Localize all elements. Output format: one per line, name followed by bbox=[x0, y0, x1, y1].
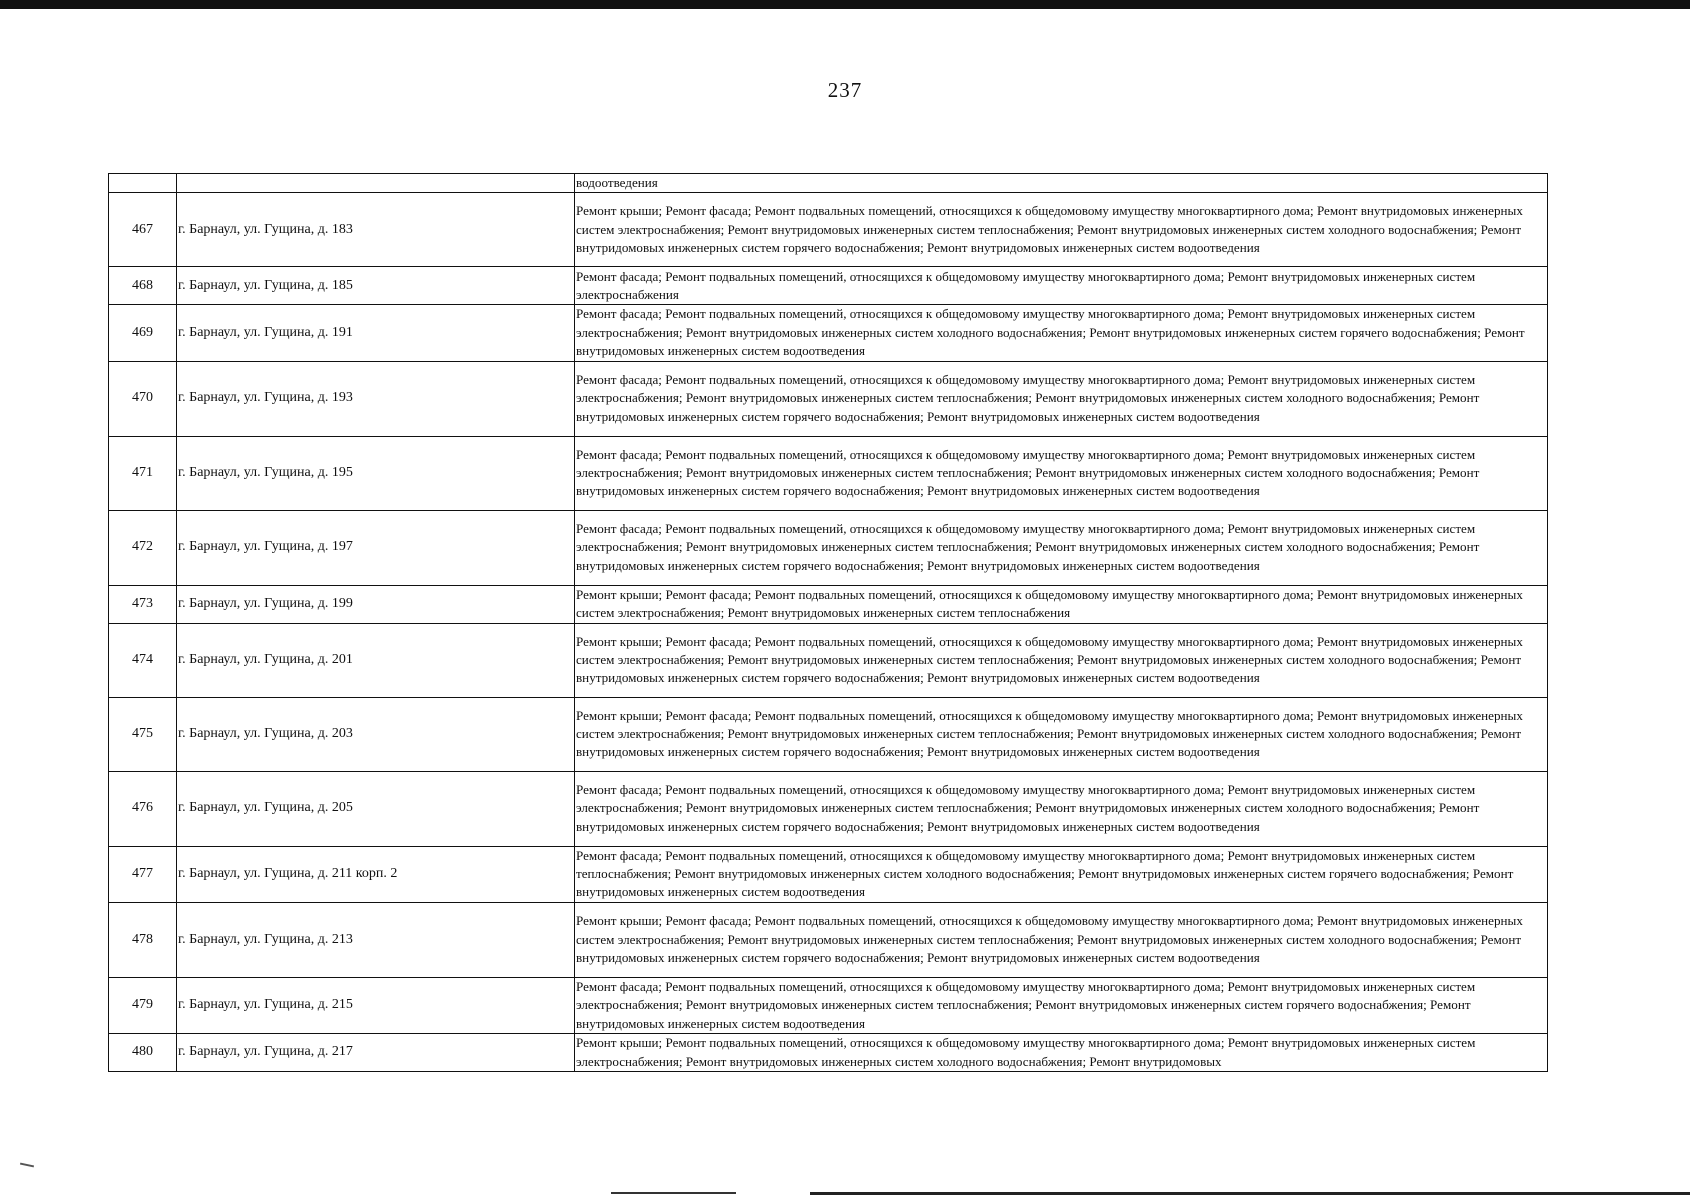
page-number: 237 bbox=[827, 78, 863, 102]
table-row bbox=[109, 902, 1548, 977]
row-number: 469 bbox=[109, 305, 177, 361]
address-cell bbox=[177, 174, 575, 193]
table-row bbox=[109, 846, 1548, 902]
row-number: 477 bbox=[109, 846, 177, 902]
table-row bbox=[109, 1034, 1548, 1072]
bottom-scan-line bbox=[810, 1192, 1690, 1195]
address: г. Барнаул, ул. Гущина, д. 195 bbox=[177, 436, 575, 510]
table-row bbox=[109, 977, 1548, 1033]
bottom-scan-line bbox=[611, 1192, 736, 1194]
address: г. Барнаул, ул. Гущина, д. 191 bbox=[177, 305, 575, 361]
row-number: 479 bbox=[109, 977, 177, 1033]
row-number-cell bbox=[109, 174, 177, 193]
row-number: 480 bbox=[109, 1034, 177, 1072]
table-row bbox=[109, 436, 1548, 510]
row-number: 470 bbox=[109, 361, 177, 436]
works-description: Ремонт крыши; Ремонт фасада; Ремонт подвальных помещений, относящихся к общедомовому имуществу многоквартирного дома; Ремонт внутридомовых инженерных систем электроснабжения; Ремонт внутридомовых инженерных систем теплоснабжения bbox=[575, 585, 1548, 623]
top-border-rule bbox=[0, 0, 1690, 9]
works-description: Ремонт фасада; Ремонт подвальных помещений, относящихся к общедомовому имуществу многоквартирного дома; Ремонт внутридомовых инженерных систем электроснабжения; Ремонт внутридомовых инженерных систем теплоснабжения; Ремонт внутридомовых инженерных систем холодного водоснабжения; Ремонт внутридомовых инженерных систем горячего водоснабжения; Ремонт внутридомовых инженерных систем водоотведения bbox=[575, 361, 1548, 436]
works-description: Ремонт фасада; Ремонт подвальных помещений, относящихся к общедомовому имуществу многоквартирного дома; Ремонт внутридомовых инженерных систем электроснабжения; Ремонт внутридомовых инженерных систем теплоснабжения; Ремонт внутридомовых инженерных систем холодного водоснабжения; Ремонт внутридомовых инженерных систем горячего водоснабжения; Ремонт внутридомовых инженерных систем водоотведения bbox=[575, 510, 1548, 585]
address: г. Барнаул, ул. Гущина, д. 205 bbox=[177, 771, 575, 846]
address: г. Барнаул, ул. Гущина, д. 197 bbox=[177, 510, 575, 585]
address: г. Барнаул, ул. Гущина, д. 211 корп. 2 bbox=[177, 846, 575, 902]
address: г. Барнаул, ул. Гущина, д. 193 bbox=[177, 361, 575, 436]
address: г. Барнаул, ул. Гущина, д. 185 bbox=[177, 267, 575, 305]
table-row bbox=[109, 510, 1548, 585]
works-description: Ремонт крыши; Ремонт фасада; Ремонт подвальных помещений, относящихся к общедомовому имуществу многоквартирного дома; Ремонт внутридомовых инженерных систем электроснабжения; Ремонт внутридомовых инженерных систем теплоснабжения; Ремонт внутридомовых инженерных систем холодного водоснабжения; Ремонт внутридомовых инженерных систем горячего водоснабжения; Ремонт внутридомовых инженерных систем водоотведения bbox=[575, 193, 1548, 267]
table-row-continuation bbox=[109, 174, 1548, 193]
works-cell bbox=[575, 174, 1548, 193]
table-row bbox=[109, 267, 1548, 305]
row-number: 476 bbox=[109, 771, 177, 846]
address: г. Барнаул, ул. Гущина, д. 199 bbox=[177, 585, 575, 623]
address: г. Барнаул, ул. Гущина, д. 203 bbox=[177, 697, 575, 771]
works-description: Ремонт фасада; Ремонт подвальных помещений, относящихся к общедомовому имуществу многоквартирного дома; Ремонт внутридомовых инженерных систем электроснабжения; Ремонт внутридомовых инженерных систем холодного водоснабжения; Ремонт внутридомовых инженерных систем горячего водоснабжения; Ремонт внутридомовых инженерных систем водоотведения bbox=[575, 305, 1548, 361]
works-description: Ремонт крыши; Ремонт фасада; Ремонт подвальных помещений, относящихся к общедомовому имуществу многоквартирного дома; Ремонт внутридомовых инженерных систем электроснабжения; Ремонт внутридомовых инженерных систем теплоснабжения; Ремонт внутридомовых инженерных систем холодного водоснабжения; Ремонт внутридомовых инженерных систем горячего водоснабжения; Ремонт внутридомовых инженерных систем водоотведения bbox=[575, 623, 1548, 697]
address: г. Барнаул, ул. Гущина, д. 183 bbox=[177, 193, 575, 267]
row-number: 467 bbox=[109, 193, 177, 267]
row-number: 474 bbox=[109, 623, 177, 697]
table-row bbox=[109, 361, 1548, 436]
works-description: Ремонт крыши; Ремонт фасада; Ремонт подвальных помещений, относящихся к общедомовому имуществу многоквартирного дома; Ремонт внутридомовых инженерных систем электроснабжения; Ремонт внутридомовых инженерных систем теплоснабжения; Ремонт внутридомовых инженерных систем холодного водоснабжения; Ремонт внутридомовых инженерных систем горячего водоснабжения; Ремонт внутридомовых инженерных систем водоотведения bbox=[575, 697, 1548, 771]
works-description: Ремонт фасада; Ремонт подвальных помещений, относящихся к общедомовому имуществу многоквартирного дома; Ремонт внутридомовых инженерных систем теплоснабжения; Ремонт внутридомовых инженерных систем холодного водоснабжения; Ремонт внутридомовых инженерных систем горячего водоснабжения; Ремонт внутридомовых инженерных систем водоотведения bbox=[575, 846, 1548, 902]
table-row bbox=[109, 193, 1548, 267]
table-row bbox=[109, 305, 1548, 361]
table-row bbox=[109, 623, 1548, 697]
scan-margin-mark bbox=[20, 1163, 34, 1168]
address: г. Барнаул, ул. Гущина, д. 201 bbox=[177, 623, 575, 697]
repair-works-table bbox=[108, 173, 1548, 1072]
row-number: 473 bbox=[109, 585, 177, 623]
works-description: Ремонт крыши; Ремонт фасада; Ремонт подвальных помещений, относящихся к общедомовому имуществу многоквартирного дома; Ремонт внутридомовых инженерных систем электроснабжения; Ремонт внутридомовых инженерных систем теплоснабжения; Ремонт внутридомовых инженерных систем холодного водоснабжения; Ремонт внутридомовых инженерных систем горячего водоснабжения; Ремонт внутридомовых инженерных систем водоотведения bbox=[575, 902, 1548, 977]
address: г. Барнаул, ул. Гущина, д. 217 bbox=[177, 1034, 575, 1072]
address: г. Барнаул, ул. Гущина, д. 213 bbox=[177, 902, 575, 977]
table-row bbox=[109, 585, 1548, 623]
row-number: 471 bbox=[109, 436, 177, 510]
works-description: Ремонт фасада; Ремонт подвальных помещений, относящихся к общедомовому имуществу многоквартирного дома; Ремонт внутридомовых инженерных систем электроснабжения; Ремонт внутридомовых инженерных систем теплоснабжения; Ремонт внутридомовых инженерных систем холодного водоснабжения; Ремонт внутридомовых инженерных систем горячего водоснабжения; Ремонт внутридомовых инженерных систем водоотведения bbox=[575, 771, 1548, 846]
address: г. Барнаул, ул. Гущина, д. 215 bbox=[177, 977, 575, 1033]
works-continuation-text: водоотведения bbox=[576, 175, 658, 190]
table-row bbox=[109, 771, 1548, 846]
row-number: 472 bbox=[109, 510, 177, 585]
works-description: Ремонт фасада; Ремонт подвальных помещений, относящихся к общедомовому имуществу многоквартирного дома; Ремонт внутридомовых инженерных систем электроснабжения; Ремонт внутридомовых инженерных систем теплоснабжения; Ремонт внутридомовых инженерных систем горячего водоснабжения; Ремонт внутридомовых инженерных систем водоотведения bbox=[575, 977, 1548, 1033]
table-row bbox=[109, 697, 1548, 771]
row-number: 478 bbox=[109, 902, 177, 977]
works-description: Ремонт фасада; Ремонт подвальных помещений, относящихся к общедомовому имуществу многоквартирного дома; Ремонт внутридомовых инженерных систем электроснабжения; Ремонт внутридомовых инженерных систем теплоснабжения; Ремонт внутридомовых инженерных систем холодного водоснабжения; Ремонт внутридомовых инженерных систем горячего водоснабжения; Ремонт внутридомовых инженерных систем водоотведения bbox=[575, 436, 1548, 510]
row-number: 468 bbox=[109, 267, 177, 305]
works-description: Ремонт фасада; Ремонт подвальных помещений, относящихся к общедомовому имуществу многоквартирного дома; Ремонт внутридомовых инженерных систем электроснабжения bbox=[575, 267, 1548, 305]
works-description: Ремонт крыши; Ремонт подвальных помещений, относящихся к общедомовому имуществу многоквартирного дома; Ремонт внутридомовых инженерных систем электроснабжения; Ремонт внутридомовых инженерных систем холодного водоснабжения; Ремонт внутридомовых bbox=[575, 1034, 1548, 1072]
row-number: 475 bbox=[109, 697, 177, 771]
